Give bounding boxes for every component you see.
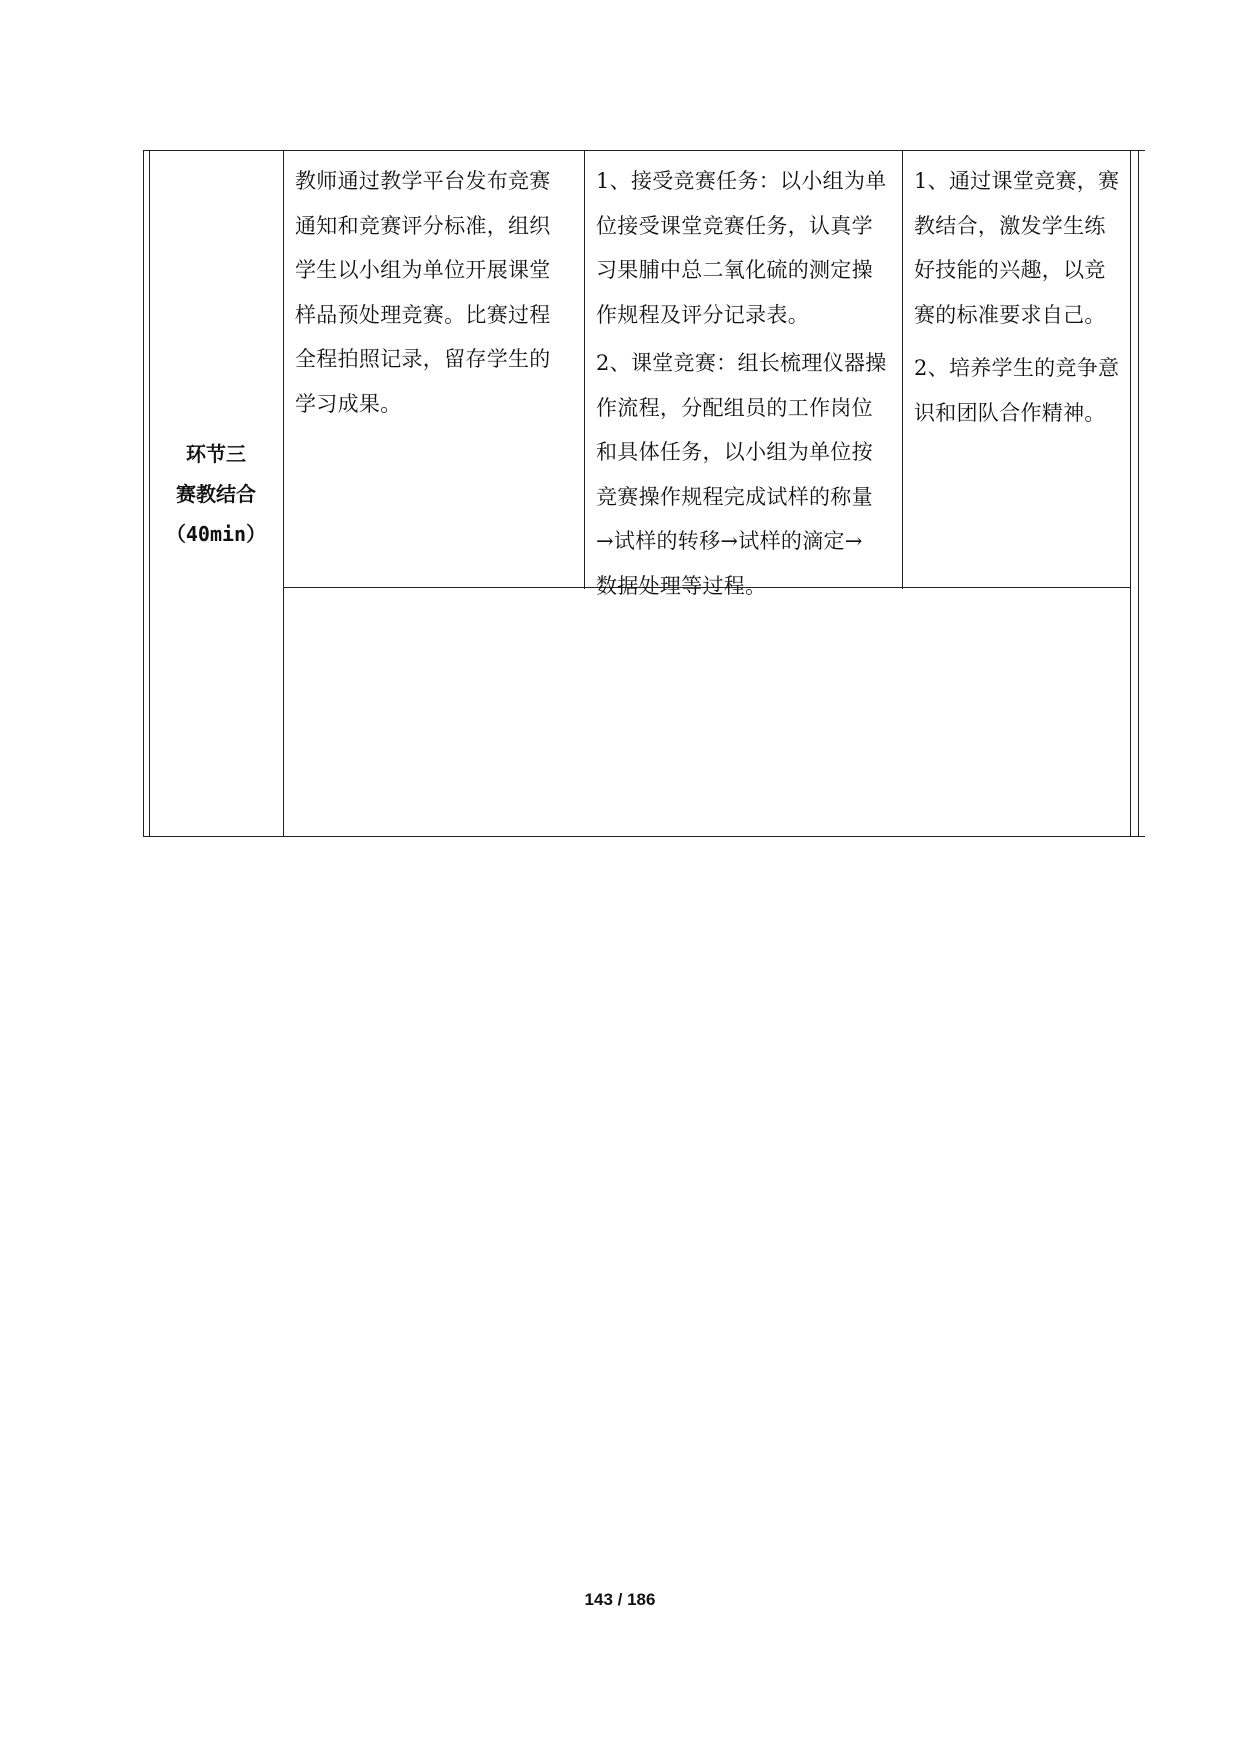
- column-divider-3: [902, 151, 903, 589]
- design-intent-line: 好技能的兴趣，以竞: [914, 258, 1106, 282]
- teacher-activity-cell: [295, 159, 580, 426]
- design-intent-line: 赛的标准要求自己。: [914, 302, 1106, 327]
- teacher-activity-line: 通知和竞赛评分标准，组织: [295, 213, 551, 238]
- student-activity-cell: [596, 159, 900, 608]
- teacher-activity-line: 学习成果。: [295, 391, 402, 416]
- student-activity-line: 习果脯中总二氧化硫的测定操: [596, 258, 873, 282]
- teacher-activity-line: 学生以小组为单位开展课堂: [295, 258, 551, 282]
- student-activity-line: 2、课堂竞赛：组长梳理仪器操: [596, 351, 887, 375]
- student-activity-line: 作规程及评分记录表。: [596, 302, 809, 327]
- design-intent-line: 2、培养学生的竞争意: [914, 356, 1120, 380]
- design-intent-line: 识和团队合作精神。: [914, 400, 1106, 425]
- student-activity-line: 作流程，分配组员的工作岗位: [596, 395, 873, 420]
- teacher-activity-line: 教师通过教学平台发布竞赛: [295, 169, 551, 193]
- page-number: 143 / 186: [584, 1590, 656, 1609]
- teacher-activity-line: 全程拍照记录，留存学生的: [295, 347, 551, 371]
- stage-title: 环节三: [186, 441, 246, 466]
- stage-duration: （40min）: [165, 521, 267, 546]
- table-border-right-outer: [1138, 151, 1139, 836]
- design-intent-cell: [914, 159, 1128, 435]
- table-border-left-outer: [143, 151, 144, 836]
- lesson-plan-table: [143, 150, 1145, 837]
- student-activity-line: 和具体任务，以小组为单位按: [596, 440, 873, 464]
- column-divider-2: [584, 151, 585, 589]
- stage-cell: [149, 151, 283, 836]
- design-intent-line: 教结合，激发学生练: [914, 213, 1106, 238]
- design-intent-line: 1、通过课堂竞赛，赛: [914, 169, 1120, 193]
- stage-name: 赛教结合: [176, 481, 256, 506]
- student-activity-line: 1、接受竞赛任务：以小组为单: [596, 169, 887, 193]
- student-activity-line: 竞赛操作规程完成试样的称量: [596, 484, 873, 509]
- student-activity-line: →试样的转移→试样的滴定→: [596, 529, 863, 553]
- student-activity-line: 数据处理等过程。: [596, 573, 767, 598]
- student-activity-line: 位接受课堂竞赛任务，认真学: [596, 213, 873, 238]
- table-border-right-inner: [1130, 151, 1131, 836]
- teacher-activity-line: 样品预处理竞赛。比赛过程: [295, 302, 551, 327]
- empty-merged-cell: [284, 588, 1130, 834]
